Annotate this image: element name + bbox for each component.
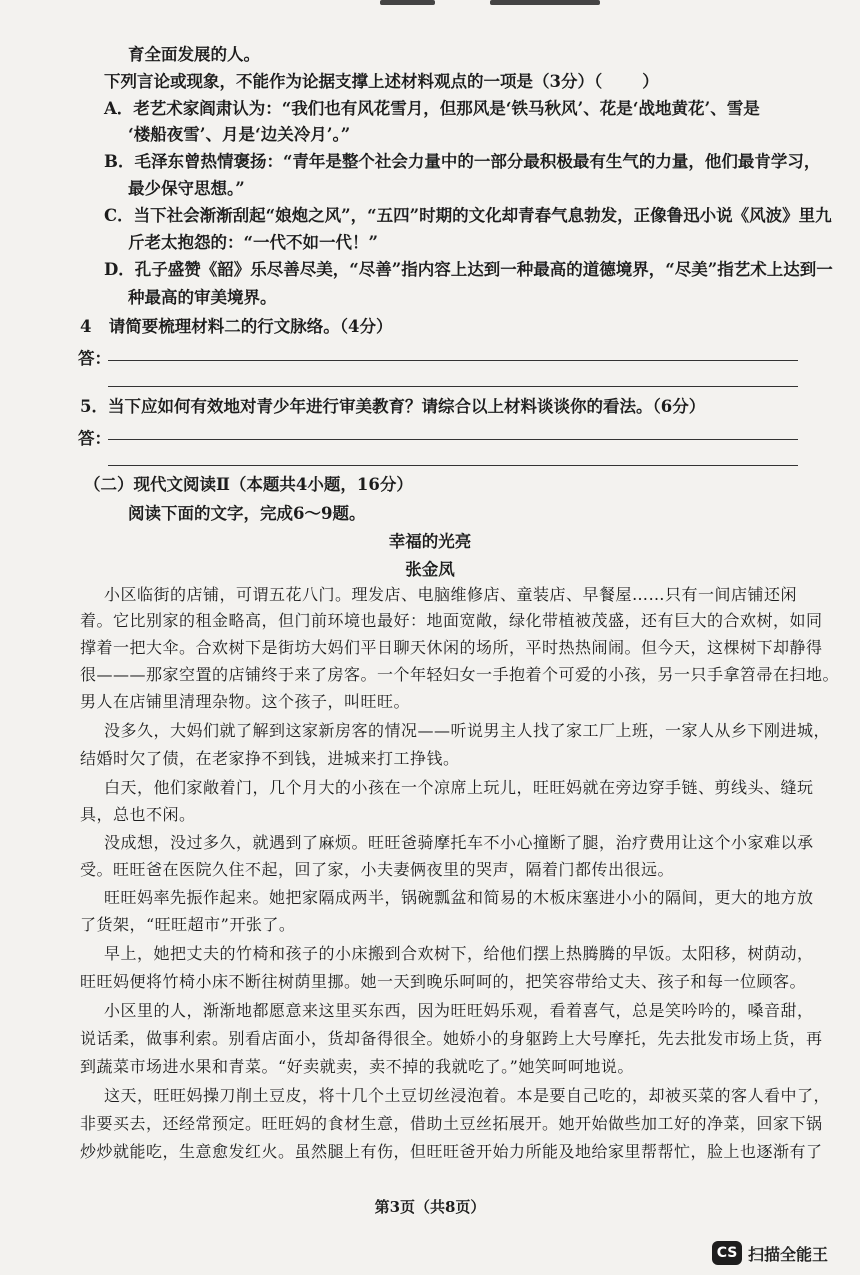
story-line: 着。它比别家的租金略高，但门前环境也最好：地面宽敞，绿化带植被茂盛，还有巨大的合欢树，如同 <box>80 611 823 630</box>
option-c-line2: 斤老太抱怨的：“一代不如一代！” <box>128 233 378 252</box>
story-line: 非要买去，还经常预定。旺旺妈的食材生意，借助土豆丝拓展开。她开始做些加工好的净菜，回家下锅 <box>80 1114 823 1133</box>
story-line: 说话柔，做事利索。别看店面小，货却备得很全。她娇小的身躯跨上大号摩托，先去批发市场上货，再 <box>80 1029 823 1048</box>
story-line: 没成想，没过多久，就遇到了麻烦。旺旺爸骑摩托车不小心撞断了腿，治疗费用让这个小家难以承 <box>104 833 814 852</box>
option-b-line1: B．毛泽东曾热情褒扬：“青年是整个社会力量中的一部分最积极最有生气的力量，他们最肯学习， <box>104 152 821 171</box>
q3-stem <box>104 71 659 93</box>
story-line: 结婚时欠了债，在老家挣不到钱，进城来打工挣钱。 <box>80 749 460 768</box>
q3-stem-close: ） <box>642 72 659 91</box>
question-4 <box>80 316 392 338</box>
answer-label-q4: 答： <box>78 349 111 368</box>
section-2-heading: （二）现代文阅读Ⅱ（本题共4小题，16分） <box>84 475 413 494</box>
story-line: 到蔬菜市场进水果和青菜。“好卖就卖，卖不掉的我就吃了。”她笑呵呵地说。 <box>80 1057 634 1076</box>
story-line: 男人在店铺里清理杂物。这个孩子，叫旺旺。 <box>80 692 411 711</box>
story-line: 白天，他们家敞着门，几个月大的小孩在一个凉席上玩儿，旺旺妈就在旁边穿手链、剪线头、缝玩 <box>104 778 814 797</box>
story-line: 具，总也不闲。 <box>80 805 196 824</box>
story-line: 旺旺妈便将竹椅小床不断往树荫里挪。她一天到晚乐呵呵的，把笑容带给丈夫、孩子和每一位顾客。 <box>80 972 807 991</box>
story-line: 旺旺妈率先振作起来。她把家隔成两半，锅碗瓢盆和简易的木板床塞进小小的隔间，更大的地方放 <box>104 888 814 907</box>
story-author: 张金凤 <box>405 560 455 579</box>
story-line: 炒炒就能吃，生意愈发红火。虽然腿上有伤，但旺旺爸开始力所能及地给家里帮帮忙，脸上也逐渐有了 <box>80 1142 823 1161</box>
scanner-watermark <box>712 1240 828 1266</box>
page-number-footer: 第3页（共8页） <box>374 1198 486 1216</box>
story-line: 小区临街的店铺，可谓五花八门。理发店、电脑维修店、童装店、早餐屋……只有一间店铺还闲 <box>104 585 798 604</box>
story-line: 了货架，“旺旺超市”开张了。 <box>80 915 296 934</box>
question-5: 5．当下应如何有效地对青少年进行审美教育？请综合以上材料谈谈你的看法。（6分） <box>80 397 706 416</box>
q3-stem-text: 下列言论或现象，不能作为论据支撑上述材料观点的一项是（3分）（ <box>104 72 603 91</box>
option-d-line1: D．孔子盛赞《韶》乐尽善尽美，“尽善”指内容上达到一种最高的道德境界，“尽美”指艺术上达到一 <box>104 260 833 279</box>
story-line: 没多久，大妈们就了解到这家新房客的情况——听说男主人找了家工厂上班，一家人从乡下刚进城， <box>104 721 831 740</box>
option-c-line1: C．当下社会渐渐刮起“娘炮之风”，“五四”时期的文化却青春气息勃发，正像鲁迅小说《风波》里九 <box>104 206 832 225</box>
camscanner-logo-icon: CS <box>712 1241 742 1265</box>
story-line: 受。旺旺爸在医院久住不起，回了家，小夫妻俩夜里的哭声，隔着门都传出很远。 <box>80 860 675 879</box>
story-title: 幸福的光亮 <box>388 532 472 551</box>
top-edge-marks <box>380 0 610 6</box>
watermark-text: 扫描全能王 <box>748 1244 829 1264</box>
story-line: 小区里的人，渐渐地都愿意来这里买东西，因为旺旺妈乐观，看着喜气，总是笑吟吟的，嗓音甜， <box>104 1001 814 1020</box>
answer-line-q5-1[interactable] <box>108 439 798 440</box>
answer-label-q5: 答： <box>78 429 111 448</box>
story-line: 撑着一把大伞。合欢树下是街坊大妈们平日聊天休闲的场所，平时热热闹闹。但今天，这棵树下却静得 <box>80 638 823 657</box>
option-a-line2: ‘楼船夜雪’、月是‘边关冷月’。” <box>128 125 351 144</box>
section-2-instruction: 阅读下面的文字，完成6～9题。 <box>128 504 366 523</box>
question-4-text: 请简要梳理材料二的行文脉络。（4分） <box>108 317 393 336</box>
option-a-line1: A．老艺术家阎肃认为：“我们也有风花雪月，但那风是‘铁马秋风’、花是‘战地黄花’、雪是 <box>104 99 760 118</box>
answer-line-q5-2[interactable] <box>108 465 798 466</box>
option-b-line2: 最少保守思想。” <box>128 179 245 198</box>
story-line: 这天，旺旺妈操刀削土豆皮，将十几个土豆切丝浸泡着。本是要自己吃的，却被买菜的客人看中了， <box>104 1086 831 1105</box>
answer-line-q4-1[interactable] <box>108 360 798 361</box>
option-d-line2: 种最高的审美境界。 <box>128 288 277 307</box>
story-line: 很———那家空置的店铺终于来了房客。一个年轻妇女一手抱着个可爱的小孩，另一只手拿笤帚在扫地。 <box>80 665 840 684</box>
question-4-number: 4 <box>80 317 92 336</box>
story-line: 早上，她把丈夫的竹椅和孩子的小床搬到合欢树下，给他们摆上热腾腾的早饭。太阳移，树荫动， <box>104 944 814 963</box>
answer-line-q4-2[interactable] <box>108 386 798 387</box>
q3-tail: 育全面发展的人。 <box>128 45 260 64</box>
